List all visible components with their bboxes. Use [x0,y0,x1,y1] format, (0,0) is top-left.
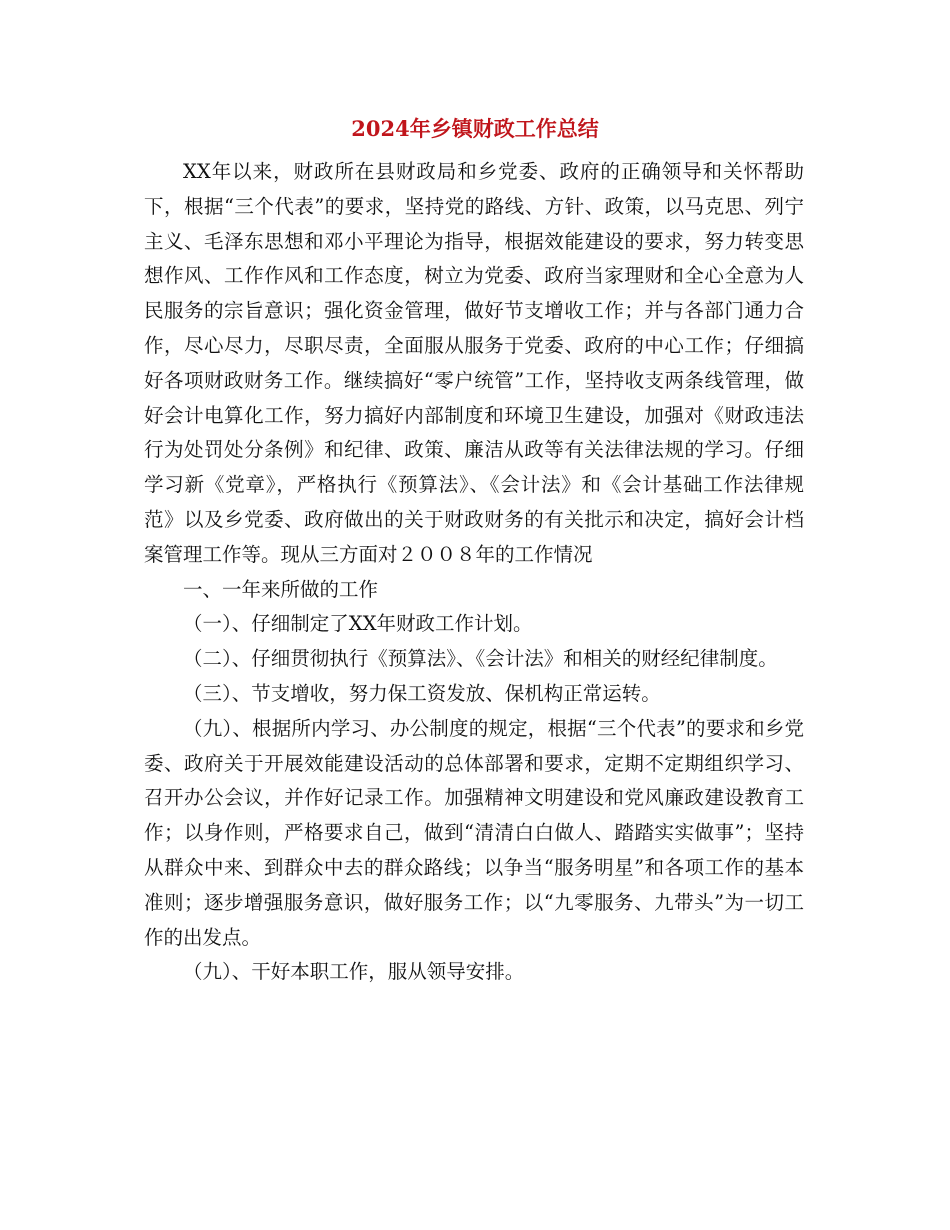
list-item-3: （三）、节支增收，努力保工资发放、保机构正常运转。 [183,681,661,705]
document-body [144,155,804,990]
list-item-2: （二）、仔细贯彻执行《预算法》、《会计法》和相关的财经纪律制度。 [183,647,778,671]
section-heading-1: 一、一年来所做的工作 [183,577,379,601]
intro-paragraph: XX年以来，财政所在县财政局和乡党委、政府的正确领导和关怀帮助下，根据“三个代表”的要求，坚持党的路线、方针、政策，以马克思、列宁主义、毛泽东思想和邓小平理论为指导，根据效能建设的要求，努力转变思想作风、工作作风和工作态度，树立为党委、政府当家理财和全心全意为人民服务的宗旨意识；强化资金管理，做好节支增收工作；并与各部门通力合作，尽心尽力，尽职尽责，全面服从服务于党委、政府的中心工作；仔细搞好各项财政财务工作。继续搞好“零户统管”工作，坚持收支两条线管理，做好会计电算化工作，努力搞好内部制度和环境卫生建设，加强对《财政违法行为处罚处分条例》和纪律、政策、廉洁从政等有关法律法规的学习。仔细学习新《党章》，严格执行《预算法》、《会计法》和《会计基础工作法律规范》以及乡党委、政府做出的关于财政财务的有关批示和决定，搞好会计档案管理工作等。现从三方面对２００８年的工作情况 [144,160,804,566]
list-item-9b: （九）、干好本职工作，服从领导安排。 [183,960,525,984]
list-item-1: （一）、仔细制定了XX年财政工作计划。 [183,612,533,636]
list-item-9a: （九）、根据所内学习、办公制度的规定，根据“三个代表”的要求和乡党委、政府关于开展效能建设活动的总体部署和要求，定期不定期组织学习、召开办公会议，并作好记录工作。加强精神文明建设和党风廉政建设教育工作；以身作则，严格要求自己，做到“清清白白做人、踏踏实实做事”；坚持从群众中来、到群众中去的群众路线；以争当“服务明星”和各项工作的基本准则；逐步增强服务意识，做好服务工作；以“九零服务、九带头”为一切工作的出发点。 [144,716,804,949]
document-title: 2024年乡镇财政工作总结 [351,116,599,141]
